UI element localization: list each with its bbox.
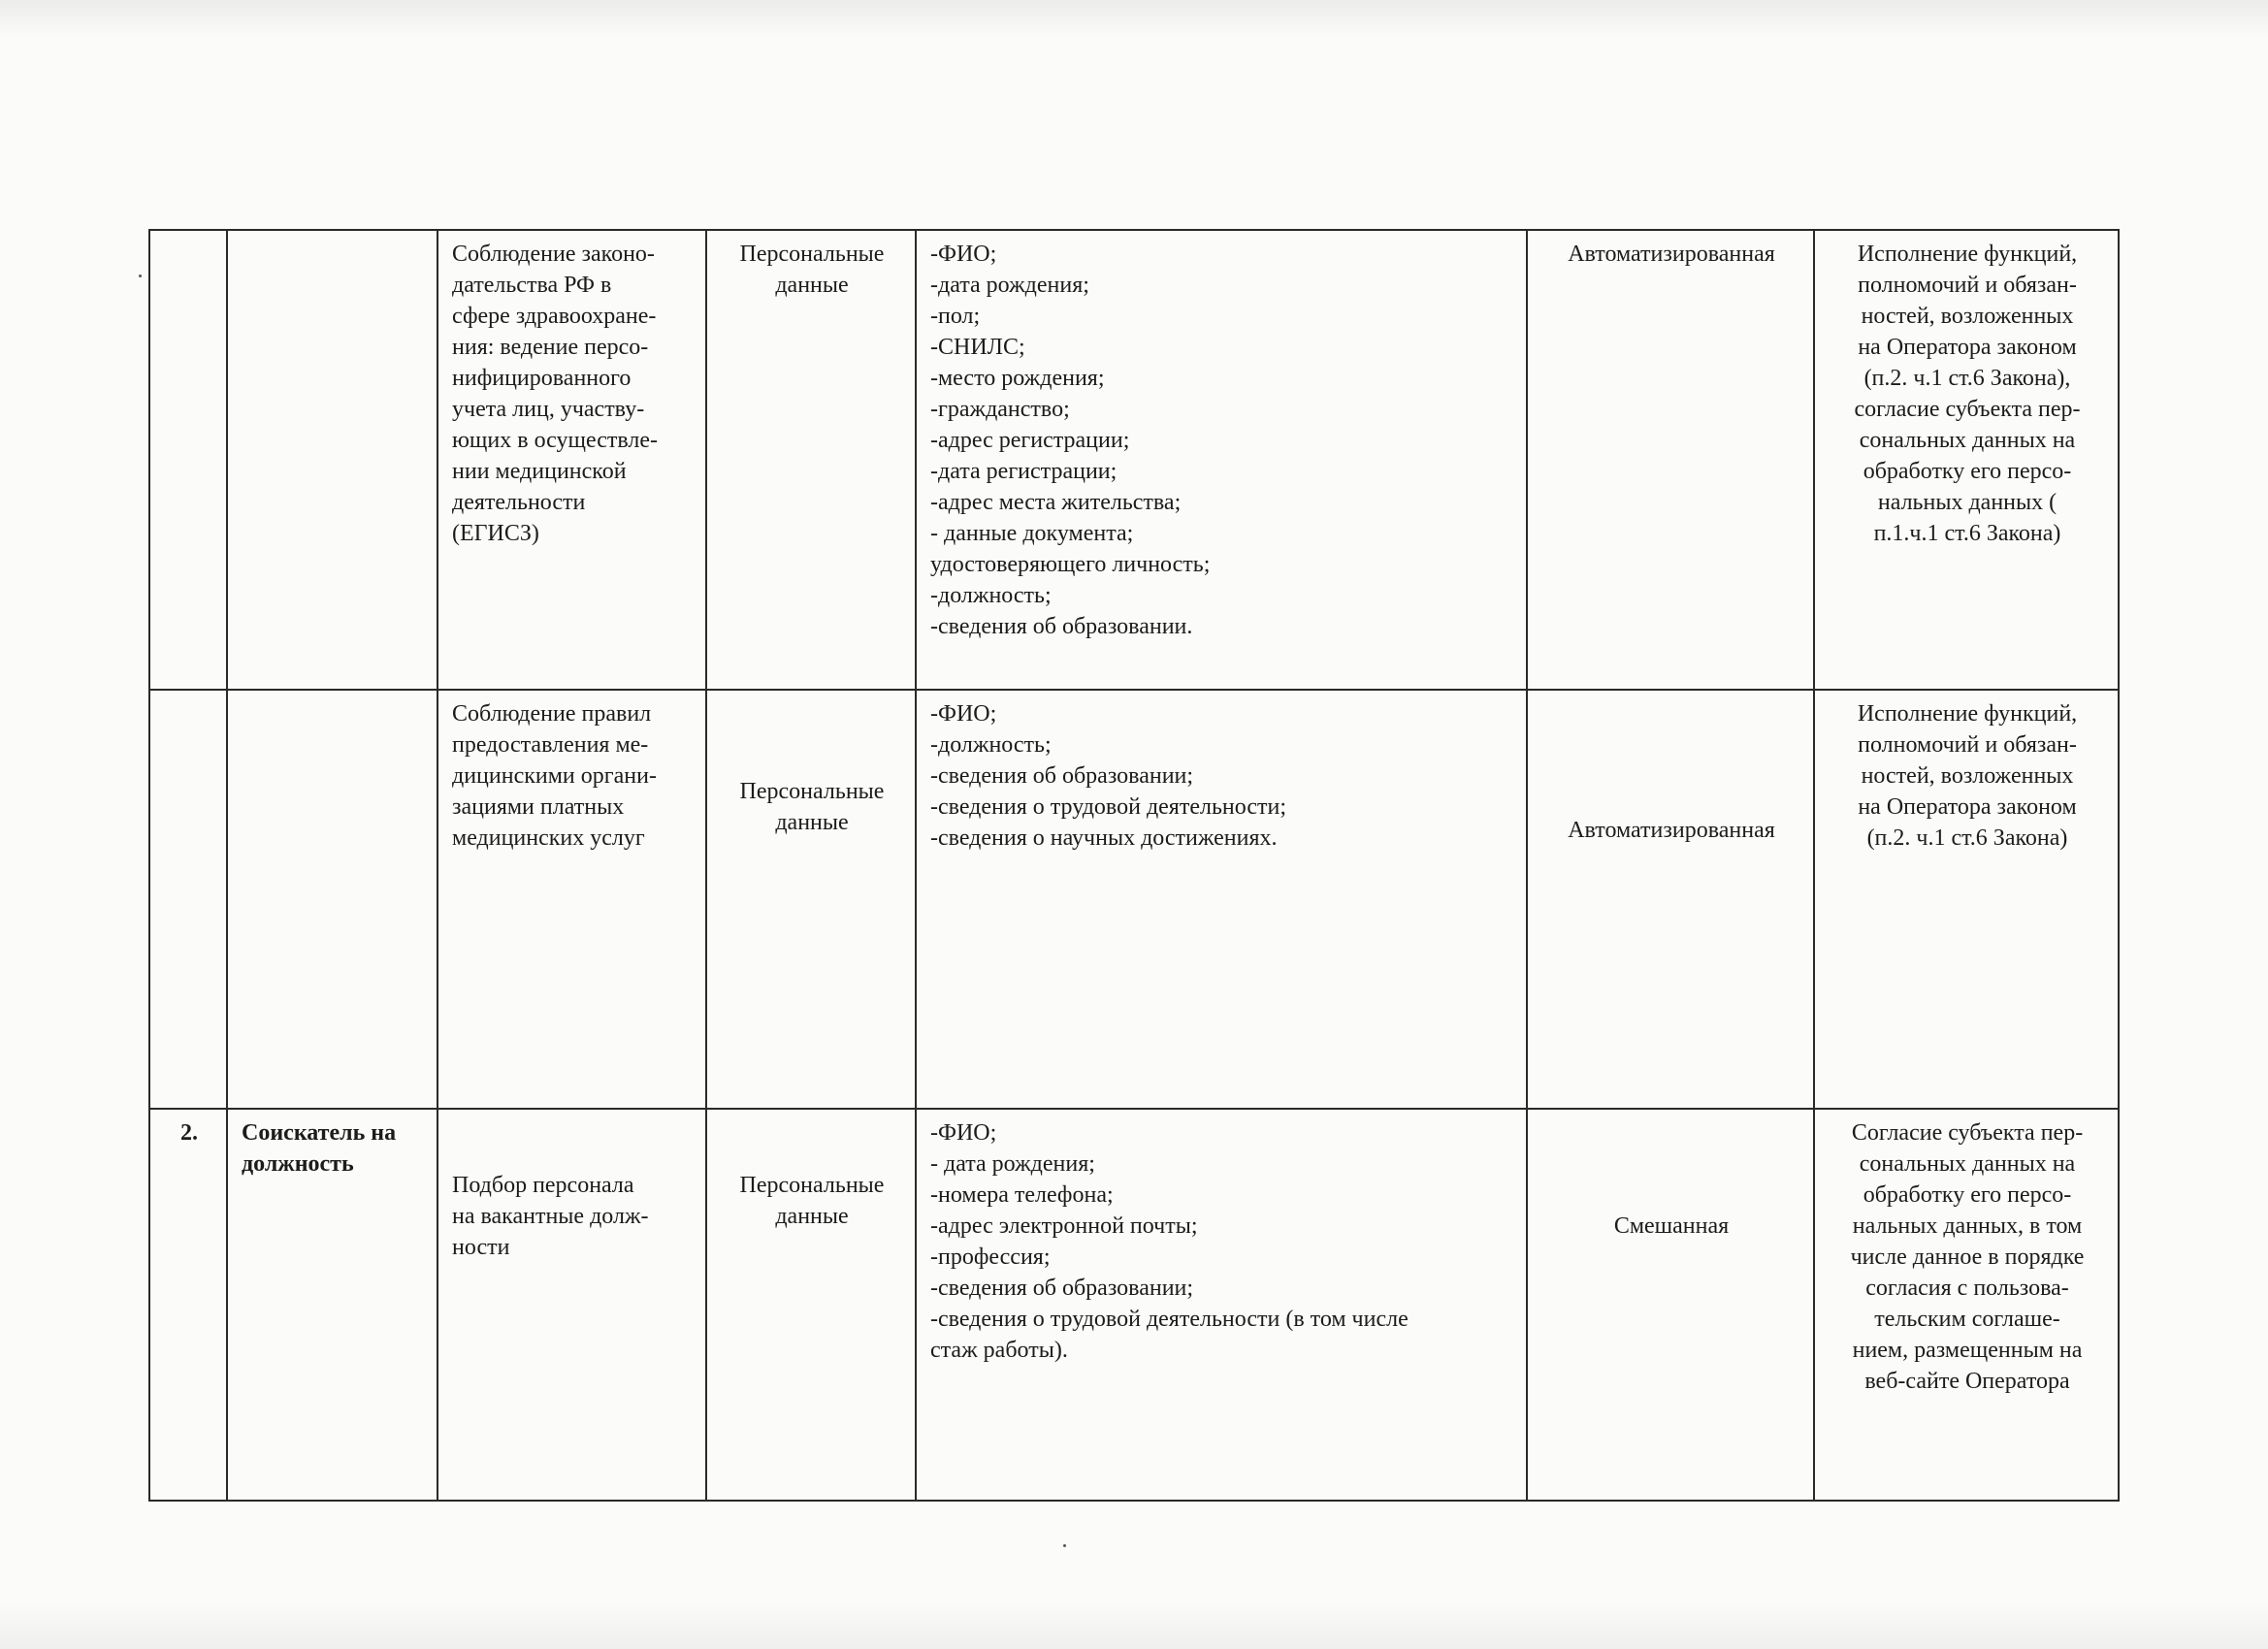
processing-method-cell: Смешанная bbox=[1527, 1109, 1814, 1501]
scan-shadow-top bbox=[0, 0, 2268, 39]
subject-category-cell: Соискатель на должность bbox=[227, 1109, 437, 1501]
subject-category-cell bbox=[227, 230, 437, 690]
data-list-cell: -ФИО; -дата рождения; -пол; -СНИЛС; -место рождения; -гражданство; -адрес регистрации; -дата регистрации; -адрес места жительства; - данные документа; удостоверяющего личность; -должность; -сведения об образовании. bbox=[916, 230, 1527, 690]
legal-basis-cell: Исполнение функций, полномочий и обязан- ностей, возложенных на Оператора законом (п.2. ч.1 ст.6 Закона), согласие субъекта пер- сональных данных на обработку его персо- нальных данных ( п.1.ч.1 ст.6 Закона) bbox=[1814, 230, 2119, 690]
legal-basis-cell: Согласие субъекта пер- сональных данных на обработку его персо- нальных данных, в том числе данное в порядке согласия с пользова- тельским соглаше- нием, размещенным на веб-сайте Оператора bbox=[1814, 1109, 2119, 1501]
processing-method-cell: Автоматизированная bbox=[1527, 230, 1814, 690]
processing-method-cell: Автоматизированная bbox=[1527, 690, 1814, 1109]
processing-purpose-cell: Подбор персонала на вакантные долж- ности bbox=[437, 1109, 706, 1501]
scan-speck bbox=[1063, 1544, 1066, 1547]
table-row bbox=[149, 230, 2119, 690]
data-list-cell: -ФИО; - дата рождения; -номера телефона; -адрес электронной почты; -профессия; -сведения об образовании; -сведения о трудовой деятельности (в том числе стаж работы). bbox=[916, 1109, 1527, 1501]
processing-purpose-cell: Соблюдение законо- дательства РФ в сфере здравоохране- ния: ведение персо- нифицированного учета лиц, участву- ющих в осуществле- нии медицинской деятельности (ЕГИСЗ) bbox=[437, 230, 706, 690]
data-list-cell: -ФИО; -должность; -сведения об образовании; -сведения о трудовой деятельности; -сведения о научных достижениях. bbox=[916, 690, 1527, 1109]
scan-shadow-bottom bbox=[0, 1600, 2268, 1649]
table-row bbox=[149, 690, 2119, 1109]
scan-speck bbox=[139, 275, 142, 277]
data-category-cell: Персональные данные bbox=[706, 230, 916, 690]
personal-data-table bbox=[148, 229, 2120, 1502]
row-number-cell bbox=[149, 690, 227, 1109]
row-number-cell: 2. bbox=[149, 1109, 227, 1501]
processing-purpose-cell: Соблюдение правил предоставления ме- дицинскими органи- зациями платных медицинских услуг bbox=[437, 690, 706, 1109]
data-category-cell: Персональные данные bbox=[706, 1109, 916, 1501]
table-row bbox=[149, 1109, 2119, 1501]
subject-category-cell bbox=[227, 690, 437, 1109]
legal-basis-cell: Исполнение функций, полномочий и обязан- ностей, возложенных на Оператора законом (п.2. ч.1 ст.6 Закона) bbox=[1814, 690, 2119, 1109]
row-number-cell bbox=[149, 230, 227, 690]
data-category-cell: Персональные данные bbox=[706, 690, 916, 1109]
